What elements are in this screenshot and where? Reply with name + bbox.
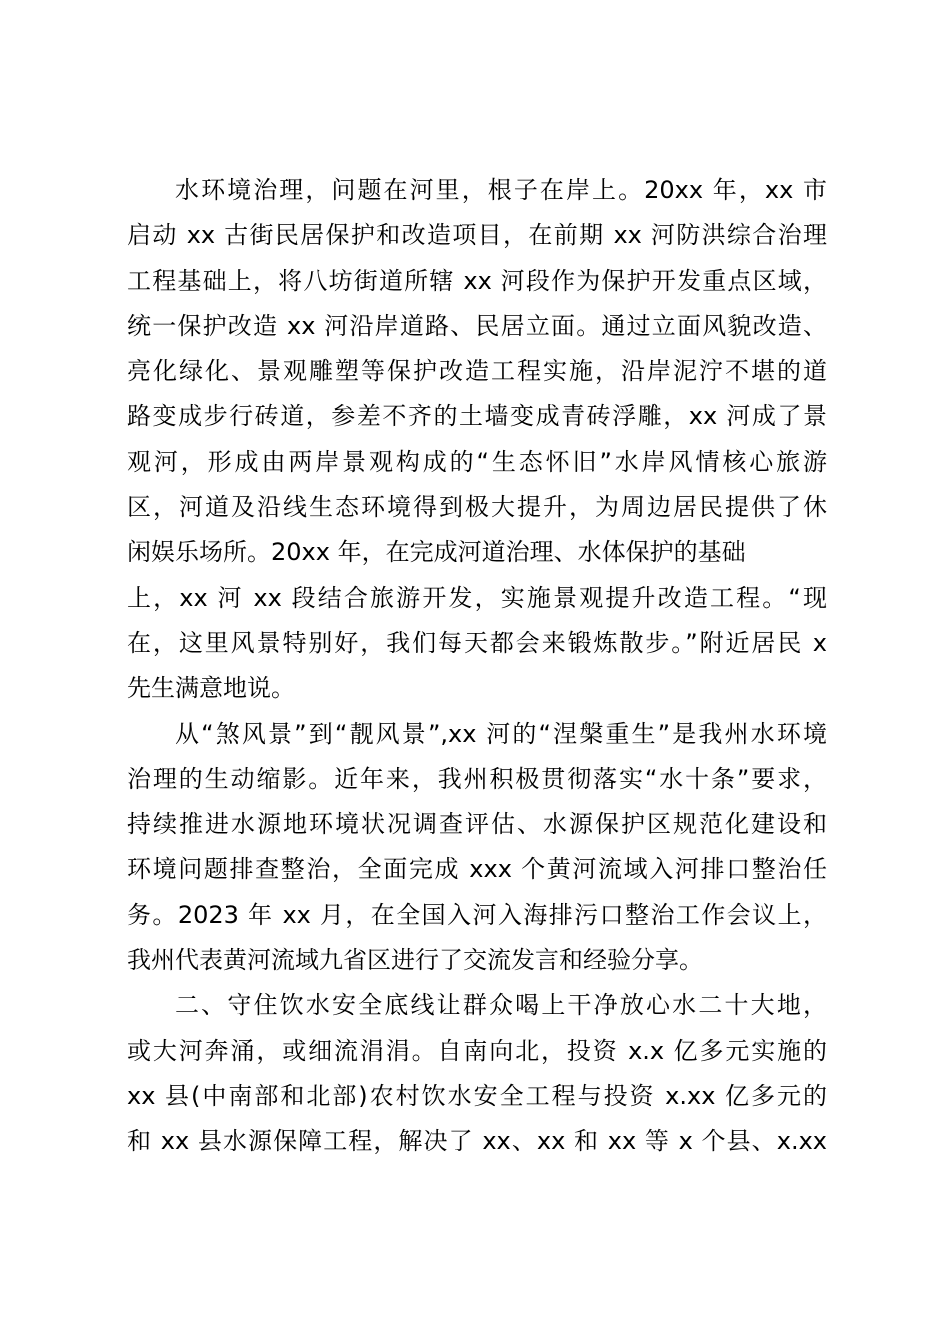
section-heading-line: 二、守住饮水安全底线让群众喝上干净放心水二十大地， [175, 991, 827, 1020]
paragraph-water-governance [127, 168, 827, 712]
text-line: 工程基础上，将八坊街道所辖 xx 河段作为保护开发重点区域， [127, 266, 827, 295]
text-line: 我州代表黄河流域九省区进行了交流发言和经验分享。 [127, 946, 703, 975]
text-line: 上，xx 河 xx 段结合旅游开发，实施景观提升改造工程。“现 [127, 583, 827, 612]
text-line: 持续推进水源地环境状况调查评估、水源保护区规范化建设和 [127, 810, 827, 839]
text-line: 亮化绿化、景观雕塑等保护改造工程实施，沿岸泥泞不堪的道 [127, 357, 827, 386]
text-line: 观河，形成由两岸景观构成的“生态怀旧”水岸风情核心旅游 [127, 447, 827, 476]
text-line: 区，河道及沿线生态环境得到极大提升，为周边居民提供了休 [127, 493, 827, 522]
text-line: 启动 xx 古街民居保护和改造项目，在前期 xx 河防洪综合治理 [127, 221, 827, 250]
text-line: 从“煞风景”到“靓风景”,xx 河的“涅槃重生”是我州水环境 [175, 719, 827, 748]
text-line: 环境问题排查整治，全面完成 xxx 个黄河流域入河排口整治任 [127, 855, 827, 884]
document-body [127, 168, 827, 1165]
text-line: 务。2023 年 xx 月，在全国入河入海排污口整治工作会议上， [127, 900, 827, 929]
text-line: 治理的生动缩影。近年来，我州积极贯彻落实“水十条”要求， [127, 764, 827, 793]
text-line: 水环境治理，问题在河里，根子在岸上。20xx 年，xx 市 [175, 176, 827, 204]
text-line: 统一保护改造 xx 河沿岸道路、民居立面。通过立面风貌改造、 [127, 311, 827, 340]
text-line: 在，这里风景特别好，我们每天都会来锻炼散步。”附近居民 x [127, 628, 827, 657]
text-line: 和 xx 县水源保障工程，解决了 xx、xx 和 xx 等 x 个县、x.xx [127, 1127, 827, 1156]
text-line: 先生满意地说。 [127, 674, 295, 703]
text-line: xx 县(中南部和北部)农村饮水安全工程与投资 x.xx 亿多元的 [127, 1081, 827, 1110]
paragraph-scenery-transformation [127, 712, 827, 984]
text-line: 闲娱乐场所。20xx 年，在完成河道治理、水体保护的基础 [127, 538, 746, 567]
text-line: 或大河奔涌，或细流涓涓。自南向北，投资 x.x 亿多元实施的 [127, 1036, 827, 1065]
text-line: 路变成步行砖道，参差不齐的土墙变成青砖浮雕，xx 河成了景 [127, 402, 827, 431]
paragraph-drinking-water-safety [127, 983, 827, 1164]
